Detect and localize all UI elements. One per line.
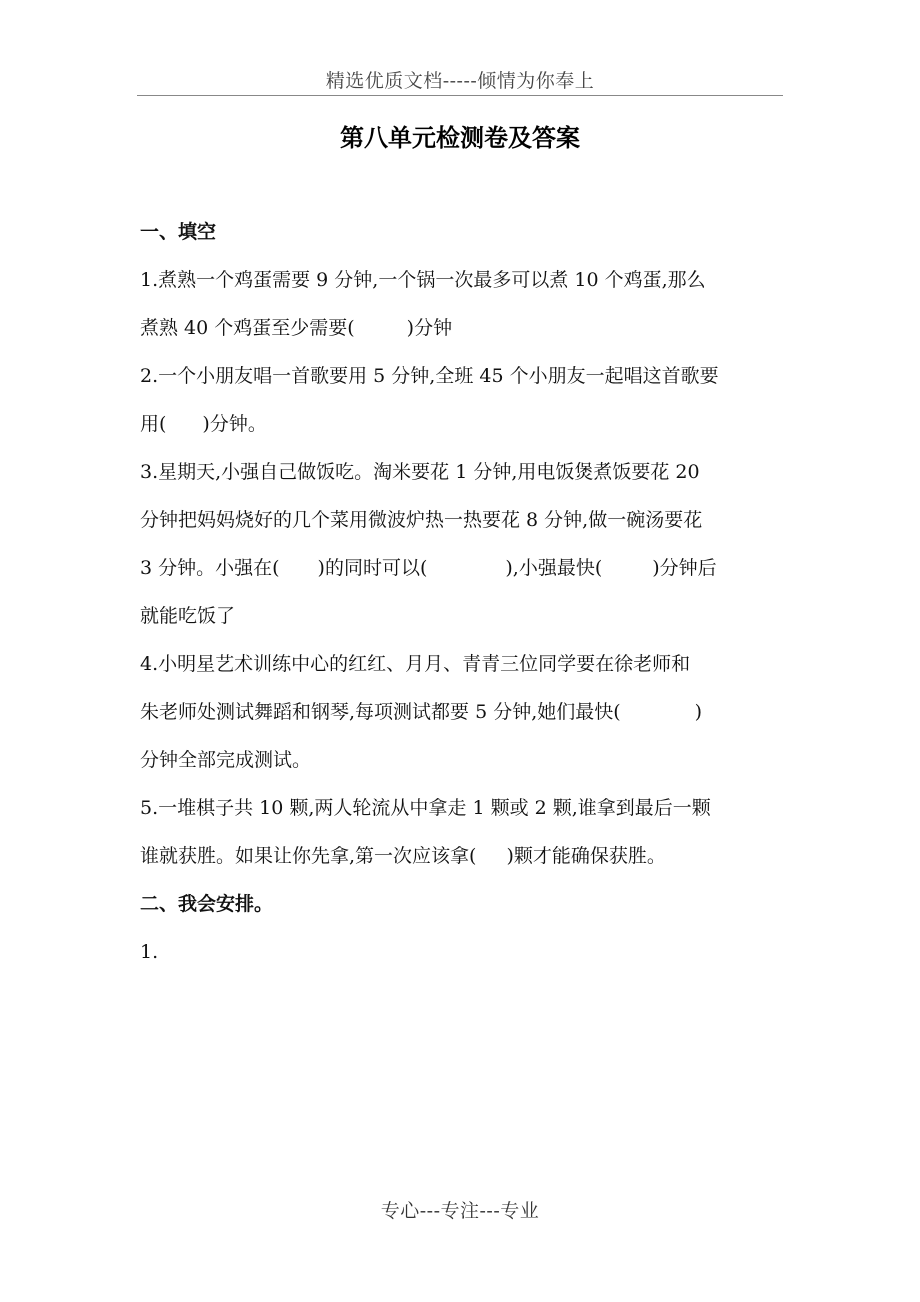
question-1-line-1	[140, 256, 785, 304]
section-heading-fill-blank: 一、填空	[140, 221, 217, 243]
question-4-line-2	[140, 688, 785, 736]
question-3-line-4	[140, 592, 785, 640]
text-run: 用(	[140, 413, 167, 435]
question-5-line-1	[140, 784, 785, 832]
question-4-line-3	[140, 736, 785, 784]
section-heading-arrange: 二、我会安排。	[140, 893, 274, 915]
text-run: )分钟。	[202, 413, 267, 435]
text-run: 1.煮熟一个鸡蛋需要 9 分钟,一个锅一次最多可以煮 10 个鸡蛋,那么	[140, 269, 706, 291]
section-2-question-1	[140, 928, 785, 976]
text-run: )的同时可以(	[317, 557, 428, 579]
text-run: 煮熟 40 个鸡蛋至少需要(	[140, 317, 355, 339]
text-run: )分钟	[406, 317, 453, 339]
page-header: 精选优质文档-----倾情为你奉上	[325, 70, 595, 92]
question-2-line-1	[140, 352, 785, 400]
header-divider	[137, 95, 783, 96]
text-run: 分钟把妈妈烧好的几个菜用微波炉热一热要花 8 分钟,做一碗汤要花	[140, 509, 703, 531]
question-4-line-1	[140, 640, 785, 688]
question-5-line-2	[140, 832, 785, 880]
text-run: 2.一个小朋友唱一首歌要用 5 分钟,全班 45 个小朋友一起唱这首歌要	[140, 365, 719, 387]
text-run: 分钟全部完成测试。	[140, 749, 312, 771]
text-run: )分钟后	[652, 557, 717, 579]
question-2-line-2	[140, 400, 785, 448]
document-body	[140, 208, 785, 976]
page-footer: 专心---专注---专业	[380, 1200, 540, 1222]
document-title: 第八单元检测卷及答案	[340, 124, 580, 152]
text-run: 1.	[140, 941, 159, 963]
text-run: 就能吃饭了	[140, 605, 236, 627]
text-run: 3 分钟。小强在(	[140, 557, 280, 579]
question-1-line-2	[140, 304, 785, 352]
text-run: )	[694, 701, 703, 723]
text-run: )颗才能确保获胜。	[506, 845, 666, 867]
text-run: ),小强最快(	[505, 557, 603, 579]
text-run: 谁就获胜。如果让你先拿,第一次应该拿(	[140, 845, 477, 867]
text-run: 5.一堆棋子共 10 颗,两人轮流从中拿走 1 颗或 2 颗,谁拿到最后一颗	[140, 797, 711, 819]
question-3-line-2	[140, 496, 785, 544]
text-run: 3.星期天,小强自己做饭吃。淘米要花 1 分钟,用电饭煲煮饭要花 20	[140, 461, 700, 483]
question-3-line-3	[140, 544, 785, 592]
question-3-line-1	[140, 448, 785, 496]
text-run: 4.小明星艺术训练中心的红红、月月、青青三位同学要在徐老师和	[140, 653, 691, 675]
text-run: 朱老师处测试舞蹈和钢琴,每项测试都要 5 分钟,她们最快(	[140, 701, 621, 723]
